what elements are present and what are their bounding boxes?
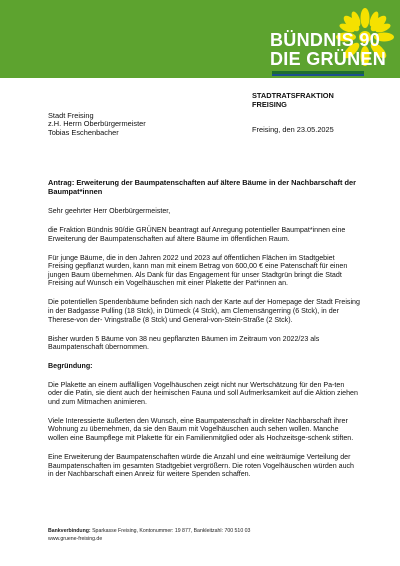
sender-line1: STADTRATSFRAKTION — [252, 91, 334, 100]
paragraph-6: Viele Interessierte äußerten den Wunsch, eine Baumpatenschaft in direkter Nachbarschaft ihrer Wohnung zu übernehmen, da sie den Baum mit Vogelhäuschen auch sehen wollen. Manche wollen eine Baumpflege mit Plakette für ein Familienmitglied oder als Hochzeitsge-schenk stiften. — [48, 416, 354, 443]
paragraph-1: die Fraktion Bündnis 90/die GRÜNEN beantragt auf Anregung potentieller Baumpat*innen eine Erweiterung der Baumpatenschaften auf ältere Bäume im öffentlichen Raum. — [48, 225, 346, 243]
section-heading: Begründung: — [48, 362, 93, 371]
bank-details: Sparkasse Freising, Kontonummer: 19 877, Bankleitzahl: 700 510 03 — [90, 528, 251, 534]
sender-block — [252, 91, 392, 109]
logo-stripe-blue — [272, 74, 364, 76]
paragraph-3: Die potentiellen Spendenbäume befinden sich nach der Karte auf der Homepage der Stadt Freising in der Badgasse Pulling (18 Stck), in Dürneck (4 Stck), am Clemensängerring (6 Stck), in der Therese-von der- Vringstraße (8 Stck) und General-von-Stein-Straße (2 Stck). — [48, 298, 360, 324]
sender-line2: FREISING — [252, 100, 287, 109]
header-band — [0, 0, 400, 78]
bank-info — [48, 527, 368, 535]
letter-date: Freising, den 23.05.2025 — [252, 125, 334, 134]
logo-text-line2: DIE GRÜNEN — [270, 49, 387, 69]
footer — [48, 527, 368, 543]
logo-text-line1: BÜNDNIS 90 — [270, 30, 381, 50]
paragraph-2: Für junge Bäume, die in den Jahren 2022 und 2023 auf öffentlichen Flächen im Stadtgebiet Freising gepflanzt wurden, kann man mit einem Betrag von 600,00 € eine Patenschaft für einen jungen Baum übernehmen. Als Dank für das Engagement für unser Stadtgrün bringt die Stadt Freising auf Wunsch ein Vogelhäuschen mit einer Plakette der Pat*innen an. — [48, 253, 348, 288]
letter-body — [48, 207, 360, 489]
salutation: Sehr geehrter Herr Oberbürgermeister, — [48, 207, 171, 215]
recipient-line3: Tobias Eschenbacher — [48, 127, 119, 137]
paragraph-7: Eine Erweiterung der Baumpatenschaften würde die Anzahl und eine weiträumige Verteilung der Baumpatenschaften im gesamten Stadtgebiet vergrößern. Die roten Vogelhäuschen würden auch in der Nachbarschaft einen Anreiz für weitere Spenden schaffen. — [48, 453, 355, 479]
paragraph-5: Die Plakette an einem auffälligen Vogelhäuschen zeigt nicht nur Wertschätzung für den Pa-ten oder die Patin, sie dient auch der heimischen Fauna und soll Aufmerksamkeit auf die Aktion ziehen und zum Mitmachen animieren. — [48, 380, 358, 406]
website-link[interactable]: www.gruene-freising.de — [48, 536, 103, 542]
party-logo — [270, 14, 398, 72]
recipient-line2: z.H. Herrn Oberbürgermeister — [48, 119, 146, 129]
recipient-address — [48, 112, 228, 137]
bank-label: Bankverbindung: — [48, 528, 91, 534]
subject-line: Antrag: Erweiterung der Baumpatenschaften auf ältere Bäume in der Nachbarschaft der Baumpat*innen — [48, 178, 357, 196]
paragraph-4: Bisher wurden 5 Bäume von 38 neu gepflanzten Bäumen im Zeitraum von 2022/23 als Baumpatenschaft übernommen. — [48, 334, 320, 352]
recipient-line1: Stadt Freising — [48, 111, 94, 120]
